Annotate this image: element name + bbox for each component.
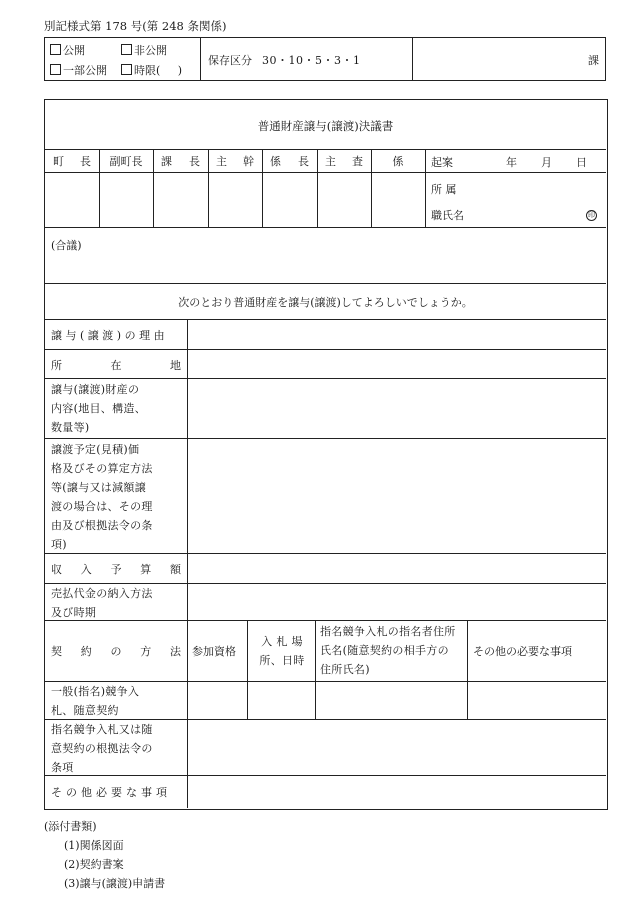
label-other-items: その他必要な事項 — [51, 786, 171, 799]
checkbox-icon — [121, 64, 132, 75]
storage-label: 保存区分 — [208, 54, 252, 67]
storage-values: 30・10・5・3・1 — [262, 54, 361, 67]
disclosure-header — [44, 37, 606, 81]
attachments-label: (添付書類) — [44, 820, 97, 833]
attachment-item: (2)契約書案 — [64, 858, 124, 871]
draft-label: 起案 — [431, 156, 453, 169]
disposal-resolution-form — [44, 99, 608, 810]
approval-header-mayor: 町 長 — [53, 154, 91, 168]
approval-header-chief-officer: 主 幹 — [216, 154, 254, 168]
approval-header-unit-chief: 係 長 — [270, 154, 309, 168]
label-transfer-reason: 譲与(譲渡)の理由 — [51, 329, 169, 342]
column-qualification: 参加資格 — [192, 645, 236, 658]
column-nominee-address: 指名競争入札の指名者住所 氏名(随意契約の相手方の 住所氏名) — [320, 625, 456, 676]
attachment-item: (1)関係図面 — [64, 839, 124, 852]
column-bid-place-datetime: 入 札 場 所、日時 — [259, 635, 305, 667]
label-general-bid: 一般(指名)競争入 札、随意契約 — [51, 685, 140, 717]
draft-year-label: 年 — [506, 156, 517, 169]
checkbox-public[interactable]: 公開 — [50, 42, 85, 58]
draft-day-label: 日 — [576, 156, 587, 169]
label-location: 所 在 地 — [51, 359, 181, 372]
form-title: 普通財産譲与(譲渡)決議書 — [257, 119, 394, 133]
label-property-content: 譲与(譲渡)財産の 内容(地目、構造、 数量等) — [51, 383, 146, 434]
approval-header-staff: 係 — [392, 154, 404, 168]
label-legal-basis: 指名競争入札又は随 意契約の根拠法令の 条項 — [51, 723, 153, 774]
approval-header-deputy-mayor: 副町長 — [109, 154, 143, 168]
column-other-needed-items: その他の必要な事項 — [473, 645, 572, 658]
form-reference: 別記様式第 178 号(第 248 条関係) — [44, 19, 227, 33]
checkbox-partial-public[interactable]: 一部公開 — [50, 62, 107, 78]
approval-header-inspector: 主 査 — [325, 154, 363, 168]
label-payment-method: 売払代金の納入方法 及び時期 — [51, 587, 153, 619]
label-revenue-budget: 収 入 予 算 額 — [51, 563, 181, 576]
request-statement: 次のとおり普通財産を譲与(譲渡)してよろしいでしょうか。 — [178, 296, 473, 309]
label-contract-method: 契 約 の 方 法 — [51, 645, 181, 658]
section-suffix: 課 — [588, 54, 599, 67]
checkbox-time-limited[interactable]: 時限( ) — [121, 62, 182, 78]
label-price-calculation: 譲渡予定(見積)価 格及びその算定方法 等(譲与又は減額譲 渡の場合は、その理 由及び根拠法令の条 項) — [51, 443, 153, 551]
draft-department-label: 所 属 — [431, 183, 457, 196]
approval-header-section-chief: 課 長 — [161, 154, 200, 168]
checkbox-icon — [121, 44, 132, 55]
disclosure-options — [45, 38, 201, 80]
attachment-item: (3)譲与(譲渡)申請書 — [64, 877, 166, 890]
checkbox-private[interactable]: 非公開 — [121, 42, 167, 58]
checkbox-icon — [50, 44, 61, 55]
drafter-name-label: 職氏名 — [431, 209, 464, 222]
seal-mark-icon: 印 — [588, 211, 595, 219]
draft-month-label: 月 — [541, 156, 552, 169]
attachments — [44, 817, 165, 893]
storage-class-cell — [200, 38, 413, 80]
checkbox-icon — [50, 64, 61, 75]
consultation-label: (合議) — [51, 239, 82, 252]
